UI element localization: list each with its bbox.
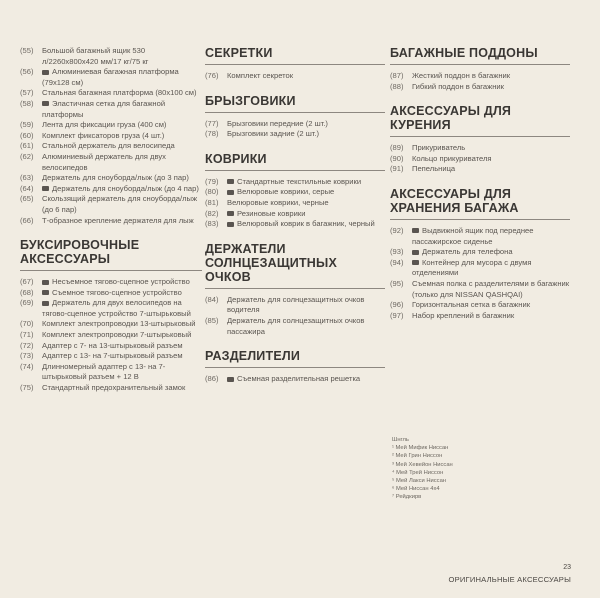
list-item xyxy=(20,298,202,319)
camera-icon xyxy=(42,301,49,306)
list-item xyxy=(390,247,570,258)
list-item xyxy=(20,362,202,383)
item-number: (61) xyxy=(20,141,34,151)
item-number: (89) xyxy=(390,143,404,153)
item-number: (79) xyxy=(205,176,219,186)
item-text: Алюминиевая багажная платформа (79х128 см) xyxy=(42,67,179,87)
item-text: Адаптер с 7- на 13-штырьковый разъем xyxy=(42,340,183,350)
item-text: Держатель для солнцезащитных очков водителя xyxy=(227,294,365,315)
footnote-line: ⁵ Мей Лакси Ниссан xyxy=(392,478,447,485)
item-number: (95) xyxy=(390,278,404,288)
footnotes xyxy=(392,436,453,502)
list-item xyxy=(20,88,202,99)
item-text: Стандартные текстильные коврики xyxy=(237,176,362,186)
item-text-wrap xyxy=(227,295,385,316)
list-item xyxy=(205,198,385,209)
list-towing xyxy=(20,277,202,394)
item-text-wrap xyxy=(227,209,385,220)
item-text-wrap xyxy=(227,316,385,337)
item-number: (86) xyxy=(205,374,219,384)
section-smoking xyxy=(390,104,570,175)
item-text: Резиновые коврики xyxy=(237,208,306,218)
item-text: Стальной держатель для велосипеда xyxy=(42,141,175,151)
list-cargo xyxy=(20,46,202,226)
item-text: Держатель для телефона xyxy=(422,247,513,257)
list-mats xyxy=(205,177,385,230)
footnote-line: ³ Мей Хевейон Ниссан xyxy=(392,461,453,468)
list-item xyxy=(390,71,570,82)
list-item xyxy=(20,330,202,341)
section-mats xyxy=(205,152,385,230)
item-text-wrap xyxy=(42,131,202,142)
item-number: (70) xyxy=(20,319,34,329)
list-item xyxy=(20,46,202,67)
item-text: Держатель для сноуборда/лыж (до 4 пар) xyxy=(52,183,199,193)
section-storage xyxy=(390,187,570,321)
item-number: (67) xyxy=(20,277,34,287)
section-heading: БУКСИРОВОЧНЫЕ АКСЕССУАРЫ xyxy=(20,238,202,271)
section-glasses xyxy=(205,242,385,337)
list-item xyxy=(390,154,570,165)
camera-icon xyxy=(42,290,49,295)
item-number: (62) xyxy=(20,151,34,161)
list-item xyxy=(205,209,385,220)
item-text: Эластичная сетка для багажной платформы xyxy=(42,98,166,119)
section-heading: БАГАЖНЫЕ ПОДДОНЫ xyxy=(390,46,570,65)
item-text: Жесткий поддон в багажник xyxy=(412,71,511,80)
item-text-wrap xyxy=(42,362,202,383)
item-text: Т-образное крепление держателя для лыж xyxy=(42,215,194,225)
column-middle xyxy=(205,46,385,397)
item-text-wrap xyxy=(227,198,385,209)
item-text-wrap xyxy=(227,187,385,198)
footnote-line: Шнгль xyxy=(392,437,409,443)
item-number: (83) xyxy=(205,219,219,229)
list-item xyxy=(20,152,202,173)
item-text-wrap xyxy=(42,216,202,227)
camera-icon xyxy=(227,190,234,195)
list-item xyxy=(20,131,202,142)
list-item xyxy=(20,173,202,184)
item-text-wrap xyxy=(227,177,385,188)
list-storage xyxy=(390,226,570,321)
list-item xyxy=(20,288,202,299)
item-number: (88) xyxy=(390,81,404,91)
list-item xyxy=(390,82,570,93)
list-glasses xyxy=(205,295,385,337)
list-trays xyxy=(390,71,570,92)
list-item xyxy=(20,277,202,288)
item-text: Велюровые коврики, черные xyxy=(227,197,329,207)
item-text: Стандартный предохранительный замок xyxy=(42,383,186,393)
item-text-wrap xyxy=(42,288,202,299)
list-secrets xyxy=(205,71,385,82)
item-number: (93) xyxy=(390,247,404,257)
section-dividers xyxy=(205,349,385,385)
item-text: Контейнер для мусора с двумя отделениями xyxy=(412,257,532,278)
item-text-wrap xyxy=(42,184,202,195)
item-text-wrap xyxy=(227,374,385,385)
list-item xyxy=(390,300,570,311)
item-text: Съемная полка с разделителями в багажник (только для NISSAN QASHQAI) xyxy=(412,278,570,299)
item-text-wrap xyxy=(412,154,570,165)
list-item xyxy=(20,184,202,195)
section-secrets xyxy=(205,46,385,82)
item-number: (73) xyxy=(20,351,34,361)
item-number: (71) xyxy=(20,330,34,340)
list-smoking xyxy=(390,143,570,175)
item-text-wrap xyxy=(412,300,570,311)
item-number: (87) xyxy=(390,71,404,80)
footnote-line: ⁴ Мей Трей Ниссон xyxy=(392,469,444,476)
footer-label: ОРИГИНАЛЬНЫЕ АКСЕССУАРЫ xyxy=(448,575,571,584)
list-item xyxy=(390,164,570,175)
item-number: (64) xyxy=(20,183,34,193)
item-text-wrap xyxy=(412,226,570,247)
item-number: (59) xyxy=(20,120,34,130)
item-text: Велюровый коврик в багажник, черный xyxy=(237,219,375,229)
camera-icon xyxy=(42,280,49,285)
section-heading: ДЕРЖАТЕЛИ СОЛНЦЕЗАЩИТНЫХ ОЧКОВ xyxy=(205,242,385,289)
item-number: (56) xyxy=(20,67,34,77)
item-text: Велюровые коврики, серые xyxy=(237,187,335,197)
list-item xyxy=(205,187,385,198)
item-number: (65) xyxy=(20,194,34,204)
item-text-wrap xyxy=(42,383,202,394)
item-text-wrap xyxy=(227,129,385,140)
item-text-wrap xyxy=(42,330,202,341)
item-text-wrap xyxy=(412,164,570,175)
item-text: Несъемное тягово-сцепное устройство xyxy=(52,277,190,287)
item-number: (90) xyxy=(390,153,404,163)
item-text-wrap xyxy=(42,351,202,362)
item-number: (81) xyxy=(205,197,219,207)
footnote-line: ² Мей Грин Ниссон xyxy=(392,453,443,460)
footnote-line: ⁷ Рейдкирв xyxy=(392,494,422,501)
list-item xyxy=(205,316,385,337)
item-text: Кольцо прикуривателя xyxy=(412,153,492,163)
item-text-wrap xyxy=(412,258,570,279)
list-item xyxy=(205,129,385,140)
item-number: (75) xyxy=(20,383,34,393)
list-dividers xyxy=(205,374,385,385)
camera-icon xyxy=(227,211,234,216)
section-towing xyxy=(20,238,202,394)
section-heading: БРЫЗГОВИКИ xyxy=(205,94,385,113)
column-left xyxy=(20,46,202,406)
item-number: (72) xyxy=(20,340,34,350)
camera-icon xyxy=(412,260,419,265)
item-text-wrap xyxy=(412,311,570,322)
item-number: (96) xyxy=(390,300,404,310)
item-number: (97) xyxy=(390,310,404,320)
item-text-wrap xyxy=(412,279,570,300)
section-mudflaps xyxy=(205,94,385,140)
list-item xyxy=(205,177,385,188)
item-text-wrap xyxy=(42,67,202,88)
item-text: Набор креплений в багажник xyxy=(412,310,515,320)
item-number: (58) xyxy=(20,98,34,108)
item-number: (76) xyxy=(205,71,219,80)
camera-icon xyxy=(42,101,49,106)
section-trays xyxy=(390,46,570,92)
item-text-wrap xyxy=(42,88,202,99)
item-text-wrap xyxy=(42,298,202,319)
camera-icon xyxy=(412,250,419,255)
camera-icon xyxy=(42,70,49,75)
item-text: Горизонтальная сетка в багажник xyxy=(412,300,531,310)
item-text-wrap xyxy=(42,173,202,184)
camera-icon xyxy=(227,222,234,227)
item-number: (77) xyxy=(205,118,219,128)
item-text-wrap xyxy=(412,247,570,258)
item-text: Алюминиевый держатель для двух велосипедов xyxy=(42,151,166,172)
list-item xyxy=(205,71,385,82)
item-text: Стальная багажная платформа (80х100 см) xyxy=(42,88,197,98)
list-item xyxy=(20,120,202,131)
section-heading: СЕКРЕТКИ xyxy=(205,46,385,65)
page-number: 23 xyxy=(563,564,571,571)
item-text-wrap xyxy=(42,277,202,288)
list-item xyxy=(20,67,202,88)
list-item xyxy=(390,143,570,154)
item-number: (84) xyxy=(205,294,219,304)
item-number: (82) xyxy=(205,208,219,218)
list-item xyxy=(390,279,570,300)
item-text: Прикуриватель xyxy=(412,143,466,153)
list-item xyxy=(390,258,570,279)
item-number: (63) xyxy=(20,173,34,183)
item-text-wrap xyxy=(412,71,570,82)
list-item xyxy=(205,219,385,230)
item-text-wrap xyxy=(227,71,385,82)
list-item xyxy=(205,295,385,316)
item-text: Брызговики передние (2 шт.) xyxy=(227,118,328,128)
item-text: Держатель для двух велосипедов на тягово-сцепное устройство 7-штырьковый xyxy=(42,298,191,318)
item-text: Съемное тягово-сцепное устройство xyxy=(52,287,182,297)
item-number: (92) xyxy=(390,225,404,235)
camera-icon xyxy=(227,377,234,382)
list-item xyxy=(20,351,202,362)
item-number: (55) xyxy=(20,46,34,55)
item-text: Держатель для солнцезащитных очков пассажира xyxy=(227,315,365,336)
list-item xyxy=(205,119,385,130)
item-text: Гибкий поддон в багажник xyxy=(412,81,504,91)
list-item xyxy=(390,311,570,322)
list-item xyxy=(205,374,385,385)
item-text-wrap xyxy=(42,141,202,152)
item-text-wrap xyxy=(412,82,570,93)
camera-icon xyxy=(412,228,419,233)
list-item xyxy=(20,216,202,227)
item-number: (94) xyxy=(390,257,404,267)
column-right xyxy=(390,46,570,333)
item-number: (69) xyxy=(20,298,34,308)
item-text: Большой багажный ящик 530 л/2260х800х420 мм/17 кг/75 кг xyxy=(42,46,149,66)
item-text: Скользящий держатель для сноуборда/лыж (до 6 пар) xyxy=(42,194,198,214)
item-text-wrap xyxy=(42,319,202,330)
item-text-wrap xyxy=(42,46,202,67)
item-text-wrap xyxy=(227,119,385,130)
list-item xyxy=(390,226,570,247)
item-text: Комплект электропроводки 13-штырьковый xyxy=(42,319,196,329)
item-number: (57) xyxy=(20,88,34,98)
camera-icon xyxy=(42,186,49,191)
item-text-wrap xyxy=(42,194,202,215)
item-text: Комплект секреток xyxy=(227,71,294,80)
item-number: (60) xyxy=(20,130,34,140)
list-item xyxy=(20,141,202,152)
camera-icon xyxy=(227,179,234,184)
item-number: (80) xyxy=(205,187,219,197)
list-item xyxy=(20,341,202,352)
footnote-line: ⁶ Мей Ниссан 4х4 xyxy=(392,486,440,493)
item-text-wrap xyxy=(42,341,202,352)
item-text-wrap xyxy=(42,120,202,131)
item-text: Брызговики задние (2 шт.) xyxy=(227,129,320,139)
section-heading: АКСЕССУАРЫ ДЛЯ КУРЕНИЯ xyxy=(390,104,570,137)
item-text-wrap xyxy=(227,219,385,230)
item-text: Пепельница xyxy=(412,164,456,174)
item-number: (74) xyxy=(20,361,34,371)
section-heading: КОВРИКИ xyxy=(205,152,385,171)
item-text-wrap xyxy=(42,152,202,173)
item-number: (66) xyxy=(20,215,34,225)
item-number: (78) xyxy=(205,129,219,139)
item-text-wrap xyxy=(42,99,202,120)
item-text: Длинномерный адаптер с 13- на 7-штырьковый разъем + 12 В xyxy=(42,361,166,382)
list-item xyxy=(20,99,202,120)
item-text: Лента для фиксации груза (400 см) xyxy=(42,120,167,130)
item-text: Комплект фиксаторов груза (4 шт.) xyxy=(42,130,165,140)
item-text: Держатель для сноуборда/лыж (до 3 пар) xyxy=(42,173,189,183)
item-text: Комплект электропроводки 7-штырьковый xyxy=(42,330,192,340)
list-mudflaps xyxy=(205,119,385,140)
section-heading: АКСЕССУАРЫ ДЛЯ ХРАНЕНИЯ БАГАЖА xyxy=(390,187,570,220)
list-item xyxy=(20,194,202,215)
item-text: Выдвижной ящик под переднее пассажирское сиденье xyxy=(412,225,534,246)
section-heading: РАЗДЕЛИТЕЛИ xyxy=(205,349,385,368)
list-item xyxy=(20,383,202,394)
item-text: Съемная разделительная решетка xyxy=(237,374,361,384)
footnote-line: ¹ Мей Мифик Ниссан xyxy=(392,445,449,452)
list-item xyxy=(20,319,202,330)
item-number: (91) xyxy=(390,164,404,174)
item-number: (85) xyxy=(205,315,219,325)
item-text-wrap xyxy=(412,143,570,154)
item-number: (68) xyxy=(20,287,34,297)
item-text: Адаптер с 13- на 7-штырьковый разъем xyxy=(42,351,183,361)
